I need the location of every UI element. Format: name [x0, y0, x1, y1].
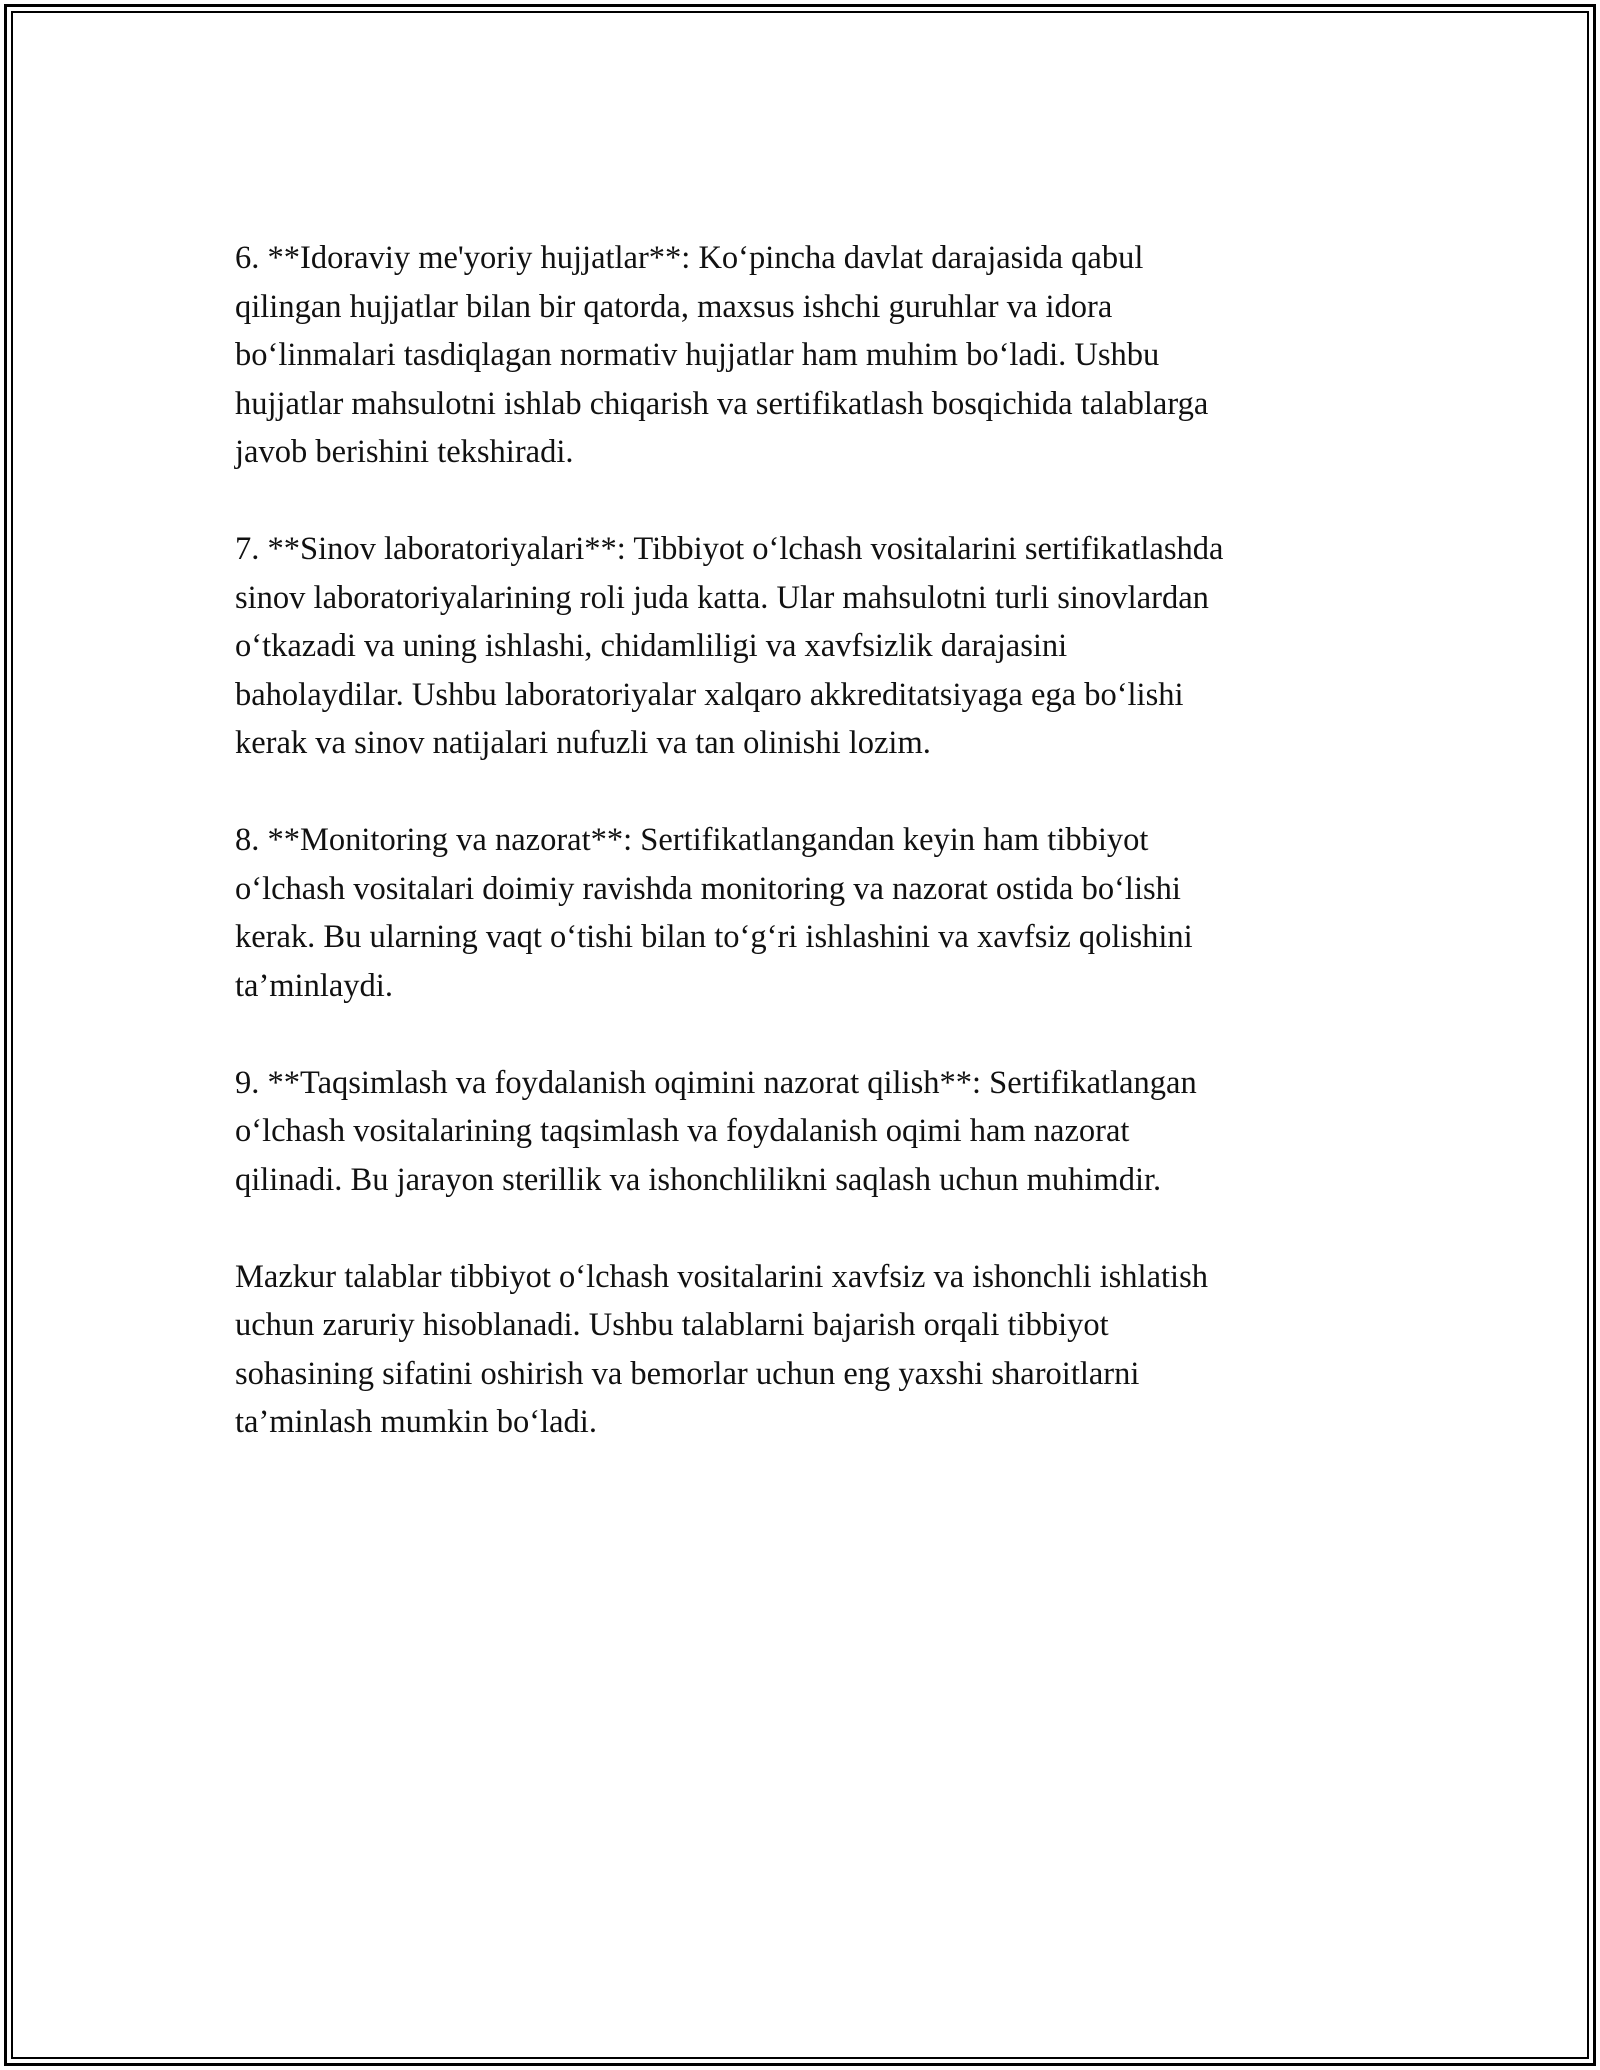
- document-body: [235, 234, 1375, 1495]
- paragraph-idoraviy-hujjatlar: 6. **Idoraviy me'yoriy hujjatlar**: Ko‘pincha davlat darajasida qabul qilingan hujjatlar bilan bir qatorda, maxsus ishchi guruhlar va idora bo‘linmalari tasdiqlagan normativ hujjatlar ham muhim bo‘ladi. Ushbu hujjatlar mahsulotni ishlab chiqarish va sertifikatlash bosqichida talablarga javob berishini tekshiradi.: [235, 240, 1209, 470]
- paragraph-monitoring-nazorat: 8. **Monitoring va nazorat**: Sertifikatlangandan keyin ham tibbiyot o‘lchash vositalari doimiy ravishda monitoring va nazorat ostida bo‘lishi kerak. Bu ularning vaqt o‘tishi bilan to‘g‘ri ishlashini va xavfsiz qolishini ta’minlaydi.: [235, 822, 1193, 1004]
- paragraph-conclusion: Mazkur talablar tibbiyot o‘lchash vositalarini xavfsiz va ishonchli ishlatish uchun zaruriy hisoblanadi. Ushbu talablarni bajarish orqali tibbiyot sohasining sifatini oshirish va bemorlar uchun eng yaxshi sharoitlarni ta’minlash mumkin bo‘ladi.: [235, 1258, 1208, 1440]
- paragraph-sinov-laboratoriyalari: 7. **Sinov laboratoriyalari**: Tibbiyot o‘lchash vositalarini sertifikatlashda sinov laboratoriyalarining roli juda katta. Ular mahsulotni turli sinovlardan o‘tkazadi va uning ishlashi, chidamliligi va xavfsizlik darajasini baholaydilar. Ushbu laboratoriyalar xalqaro akkreditatsiyaga ega bo‘lishi kerak va sinov natijalari nufuzli va tan olinishi lozim.: [235, 531, 1224, 761]
- paragraph-taqsimlash-nazorat: 9. **Taqsimlash va foydalanish oqimini nazorat qilish**: Sertifikatlangan o‘lchash vositalarining taqsimlash va foydalanish oqimi ham nazorat qilinadi. Bu jarayon sterillik va ishonchlilikni saqlash uchun muhimdir.: [235, 1064, 1197, 1198]
